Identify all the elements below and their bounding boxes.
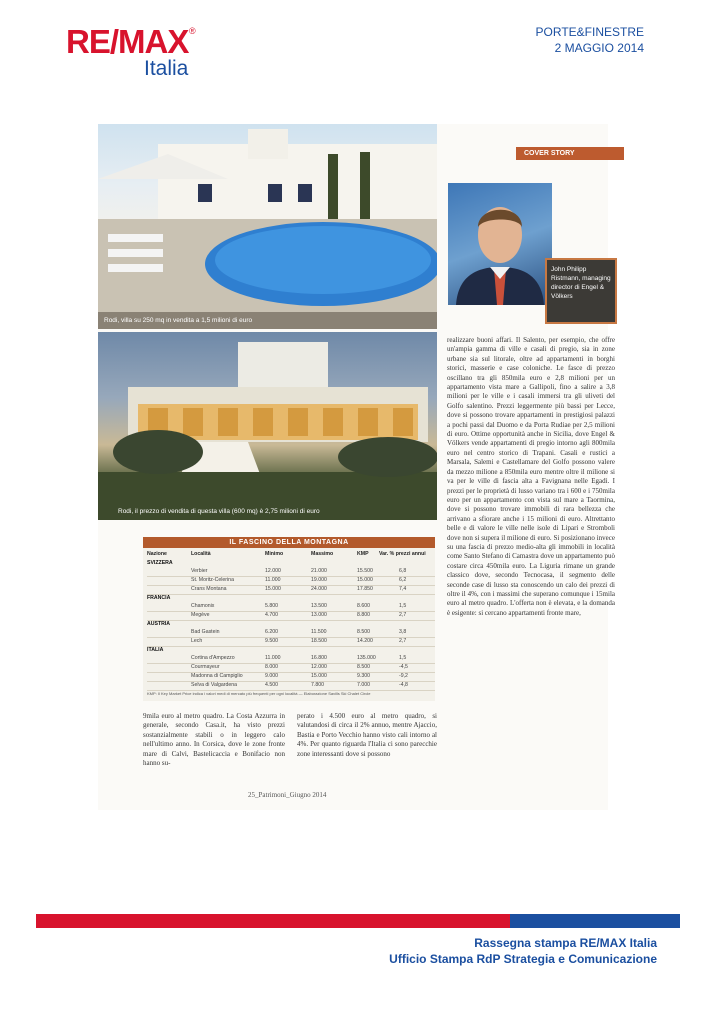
- table-country-row: ITALIA: [147, 647, 164, 653]
- table-cell: 13.500: [311, 603, 327, 609]
- table-country-row: AUSTRIA: [147, 621, 171, 627]
- table-cell: 1,5: [399, 603, 407, 609]
- page-footer: 25_Patrimoni_Giugno 2014: [248, 791, 327, 799]
- table-cell: 15.500: [357, 568, 373, 574]
- source-date: 2 MAGGIO 2014: [554, 41, 644, 55]
- table-cell: 8.800: [357, 612, 370, 618]
- table-cell: 5.800: [265, 603, 278, 609]
- table-cell: Courmayeur: [191, 664, 220, 670]
- table-cell: -9,2: [399, 673, 408, 679]
- table-cell: Verbier: [191, 568, 208, 574]
- table-row: [147, 629, 435, 638]
- table-row: [147, 603, 435, 612]
- person-silhouette: [448, 183, 552, 305]
- table-cell: 9.500: [265, 638, 278, 644]
- table-cell: 6,2: [399, 577, 407, 583]
- villa-pool-illustration: [98, 124, 437, 329]
- executive-portrait: [448, 183, 552, 305]
- table-cell: 18.500: [311, 638, 327, 644]
- table-cell: Madonna di Campiglio: [191, 673, 243, 679]
- table-row: [147, 577, 435, 586]
- table-cell: 9.000: [265, 673, 278, 679]
- table-cell: -4,5: [399, 664, 408, 670]
- registered-mark: ®: [189, 26, 196, 36]
- table-row: [147, 612, 435, 621]
- table-cell: 6,8: [399, 568, 407, 574]
- table-cell: 2,7: [399, 612, 407, 618]
- table-cell: 13.000: [311, 612, 327, 618]
- table-cell: 8.600: [357, 603, 370, 609]
- table-cell: 15.000: [265, 586, 281, 592]
- header-minimo: Minimo: [265, 551, 284, 557]
- table-cell: 11.000: [265, 577, 281, 583]
- table-row: [147, 586, 435, 595]
- cover-story-tag: COVER STORY: [516, 147, 624, 160]
- table-cell: Bad Gastein: [191, 629, 220, 635]
- table-cell: 2,7: [399, 638, 407, 644]
- table-cell: 15.000: [311, 673, 327, 679]
- table-cell: 135.000: [357, 655, 376, 661]
- table-row: [147, 664, 435, 673]
- table-row: [147, 568, 435, 577]
- table-cell: 11.500: [311, 629, 327, 635]
- table-cell: 4.500: [265, 682, 278, 688]
- table-cell: 17.850: [357, 586, 373, 592]
- table-cell: 16.800: [311, 655, 327, 661]
- article-column-left: 9mila euro al metro quadro. La Costa Azzurra in generale, secondo Casa.it, ha visto prezzi sostanzialmente stabili o in leggero calo nell'ultimo anno. In Corsica, dove le zone fronte mare di Calvi, Bastelicaccia e Bonifacio non hanno su-: [143, 712, 285, 768]
- remax-logo-sub: Italia: [144, 57, 189, 80]
- table-cell: 24.000: [311, 586, 327, 592]
- source-info: [536, 24, 644, 56]
- table-cell: 4.700: [265, 612, 278, 618]
- table-cell: 7.000: [357, 682, 370, 688]
- table-cell: Cortina d'Ampezzo: [191, 655, 235, 661]
- source-name: PORTE&FINESTRE: [535, 25, 644, 39]
- table-cell: 7,4: [399, 586, 407, 592]
- press-office-footer: [389, 935, 657, 967]
- header-localita: Località: [191, 551, 211, 557]
- table-cell: 6.200: [265, 629, 278, 635]
- table-cell: 19.000: [311, 577, 327, 583]
- table-title: IL FASCINO DELLA MONTAGNA: [143, 537, 435, 548]
- article-column-middle: perato i 4.500 euro al metro quadro, si valutandosi di circa il 2% annuo, mentre Ajaccio, Bastia e Porto Vecchio hanno visto cali intorno al 4%. Per quanto riguarda l'Italia ci sono parecchie zone interessanti dove si possono: [297, 712, 437, 758]
- table-cell: Megève: [191, 612, 210, 618]
- table-cell: Crans Montana: [191, 586, 227, 592]
- table-cell: 21.000: [311, 568, 327, 574]
- table-cell: 7.800: [311, 682, 324, 688]
- table-cell: 8.500: [357, 664, 370, 670]
- table-note: KMP: Il Key Market Price indica i valori medi di mercato più frequenti per ogni località — Elaborazione Savills Ski Chalet Circle: [147, 691, 371, 696]
- table-country-row: SVIZZERA: [147, 560, 173, 566]
- header-var: Var. % prezzi annui: [379, 551, 426, 557]
- article-column-right: realizzare buoni affari. Il Salento, per esempio, che offre un'ampia gamma di ville e casali di pregio, sia in zone urbane sia sul litorale, oltre ad appartamenti in borghi storici, masserie e case coloniche. Le fasce di prezzo oscillano tra gli 850mila euro e 2,8 milioni per un appartamento vista mare a Gallipoli, fino a salire a 3,8 milioni per le ville e i casali immersi tra gli uliveti del Golfo salentino. Prezzi leggermente più bassi per Lecce, dove si possono trovare appartamenti in prestigiosi palazzi a pochi passi dal Duomo e da Porta Rudiae per 2,5 milioni di euro. Ottime opportunità anche in Sicilia, dove Engel & Völkers vende appartamenti di pregio intorno agli 800mila euro nel centro storico di Trapani. Casali e rustici a Marsala, Salemi e Castellamare del Golfo possono valere da mezzo milione a 850mila euro mentre oltre il milione si va per le ville di fascia alta a Favignana nelle Egadi. I prezzi per le proprietà di lusso variano tra i 600 e i 750mila euro per un appartamento con vista sul mare a Taormina, dove si possono trovare immobili di rara bellezza che arrivano a sfiorare anche i 15 milioni di euro. Altrettanto belle e di valore le ville nelle isole di Lipari e Stromboli dove non si supera il milione di euro. Si posizionano invece su una fascia di prezzo medio-alta gli immobili in località come Santo Stefano di Camastra dove un appartamento può costare circa 450mila euro. La Liguria rimane un grande classico dove, secondo Tecnocasa, il segmento delle seconde case di lusso sta conoscendo un calo dei prezzi di oltre il 4%, con i massimi che superano comunque i 15mila euro al metro quadro. L'offerta non è elevata, e la domanda è esigente: si cercano appartamenti fronte mare,: [447, 336, 615, 617]
- footer-bar-blue: [510, 914, 680, 928]
- table-cell: -4,8: [399, 682, 408, 688]
- table-cell: 9.300: [357, 673, 370, 679]
- remax-logo: RE/MAX: [66, 23, 189, 60]
- header-kmp: KMP: [357, 551, 369, 557]
- villa-evening-illustration: [98, 332, 437, 520]
- table-cell: 12.000: [265, 568, 281, 574]
- table-cell: 3,8: [399, 629, 407, 635]
- table-row: [147, 638, 435, 647]
- photo2-caption: Rodi, il prezzo di vendita di questa villa (600 mq) è 2,75 milioni di euro: [118, 508, 320, 515]
- table-row: [147, 673, 435, 682]
- header-massimo: Massimo: [311, 551, 334, 557]
- table-row: [147, 655, 435, 664]
- villa-photo-evening: [98, 332, 437, 520]
- table-cell: 8.500: [357, 629, 370, 635]
- table-cell: Lech: [191, 638, 203, 644]
- villa-photo-pool: [98, 124, 437, 329]
- footer-line-1: Rassegna stampa RE/MAX Italia: [474, 936, 657, 950]
- photo1-caption: Rodi, villa su 250 mq in vendita a 1,5 milioni di euro: [104, 317, 253, 324]
- footer-bar-red: [36, 914, 510, 928]
- table-cell: Selva di Valgardena: [191, 682, 238, 688]
- footer-line-2: Ufficio Stampa RdP Strategia e Comunicazione: [389, 952, 657, 966]
- table-cell: 8.000: [265, 664, 278, 670]
- table-country-row: FRANCIA: [147, 595, 171, 601]
- table-row: [147, 682, 435, 691]
- table-cell: 15.000: [357, 577, 373, 583]
- portrait-caption: John Philipp Ristmann, managing director di Engel & Völkers: [545, 258, 617, 324]
- header-nazione: Nazione: [147, 551, 167, 557]
- table-cell: 1,5: [399, 655, 407, 661]
- table-cell: 14.200: [357, 638, 373, 644]
- table-cell: St. Moritz-Celerina: [191, 577, 234, 583]
- table-cell: Chamonix: [191, 603, 215, 609]
- table-cell: 12.000: [311, 664, 327, 670]
- table-cell: 11.000: [265, 655, 281, 661]
